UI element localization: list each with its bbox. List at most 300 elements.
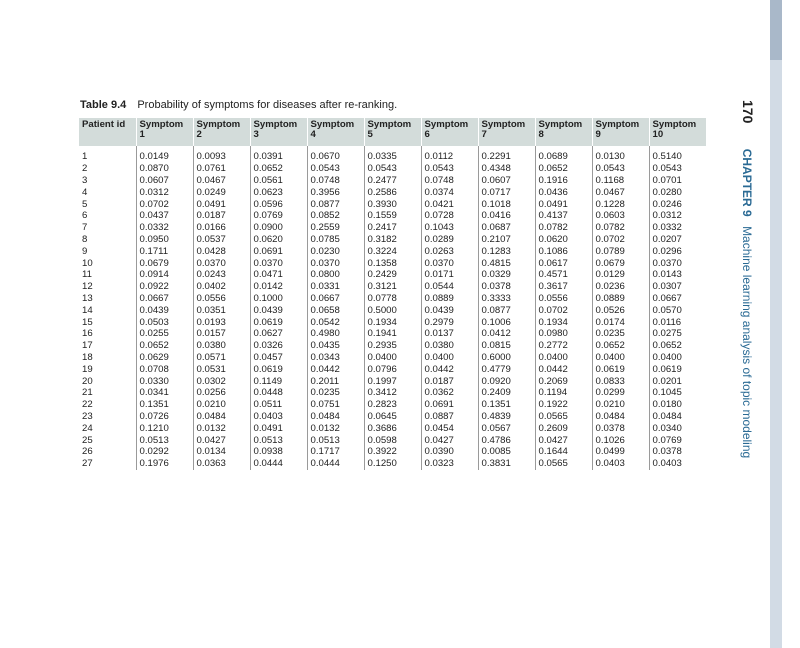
probability-cell: 0.0619 [649, 363, 706, 375]
header-symptom-label: Symptom [481, 119, 526, 130]
probability-cell: 0.0341 [136, 387, 193, 399]
header-symptom-label: Symptom [310, 119, 355, 130]
probability-cell: 0.0444 [250, 458, 307, 470]
probability-cell: 0.0796 [364, 363, 421, 375]
table-row [79, 399, 706, 411]
probability-cell: 0.0132 [193, 422, 250, 434]
patient-id-cell: 6 [82, 210, 88, 222]
table-row [79, 269, 706, 281]
probability-cell: 0.0390 [421, 446, 478, 458]
probability-cell: 0.1168 [592, 175, 649, 187]
probability-cell: 0.1228 [592, 198, 649, 210]
probability-cell: 0.0542 [307, 316, 364, 328]
probability-cell: 0.0454 [421, 422, 478, 434]
probability-cell: 0.2429 [364, 269, 421, 281]
probability-cell: 0.0130 [592, 146, 649, 163]
probability-cell: 0.1045 [649, 387, 706, 399]
probability-cell: 0.2069 [535, 375, 592, 387]
probability-cell: 0.0544 [421, 281, 478, 293]
probability-cell: 0.0280 [649, 186, 706, 198]
probability-cell: 0.0617 [535, 257, 592, 269]
patient-id-cell: 2 [82, 163, 88, 175]
header-symptom-number: 7 [481, 129, 487, 140]
patient-id-cell: 19 [82, 363, 93, 375]
probability-cell: 0.0667 [649, 293, 706, 305]
probability-cell: 0.0289 [421, 234, 478, 246]
probability-cell: 0.0950 [136, 234, 193, 246]
probability-cell: 0.2409 [478, 387, 535, 399]
patient-id-cell: 14 [82, 304, 93, 316]
patient-id-cell: 18 [82, 351, 93, 363]
probability-cell: 0.0132 [307, 422, 364, 434]
probability-cell: 0.1006 [478, 316, 535, 328]
probability-cell: 0.0679 [136, 257, 193, 269]
header-symptom-number: 5 [367, 129, 373, 140]
probability-cell: 0.1644 [535, 446, 592, 458]
probability-cell: 0.0782 [535, 222, 592, 234]
probability-cell: 0.0667 [307, 293, 364, 305]
probability-cell: 0.0815 [478, 340, 535, 352]
probability-cell: 0.0439 [421, 304, 478, 316]
probability-cell: 0.0442 [307, 363, 364, 375]
probability-cell: 0.3412 [364, 387, 421, 399]
header-symptom-label: Symptom [253, 119, 298, 130]
probability-cell: 0.0137 [421, 328, 478, 340]
probability-cell: 0.0448 [250, 387, 307, 399]
patient-id-cell: 21 [82, 387, 93, 399]
probability-cell: 0.3224 [364, 245, 421, 257]
header-symptom-5 [364, 118, 421, 146]
probability-cell: 0.0800 [307, 269, 364, 281]
patient-id-cell: 24 [82, 422, 93, 434]
probability-cell: 0.2477 [364, 175, 421, 187]
probability-cell: 0.3930 [364, 198, 421, 210]
table-row [79, 363, 706, 375]
table-row [79, 293, 706, 305]
probability-cell: 0.0343 [307, 352, 364, 364]
patient-id-cell: 8 [82, 233, 88, 245]
probability-cell: 0.1997 [364, 375, 421, 387]
header-symptom-9 [592, 118, 649, 146]
probability-cell: 0.0620 [535, 234, 592, 246]
header-symptom-label: Symptom [367, 119, 412, 130]
probability-cell: 0.0312 [136, 186, 193, 198]
probability-cell: 0.0331 [307, 281, 364, 293]
header-patient-id: Patient id [79, 118, 136, 146]
table-row [79, 434, 706, 446]
probability-cell: 0.0370 [421, 257, 478, 269]
probability-cell: 0.2107 [478, 234, 535, 246]
patient-id-cell: 9 [82, 245, 88, 257]
probability-cell: 0.0230 [307, 245, 364, 257]
probability-cell: 0.3333 [478, 293, 535, 305]
probability-cell: 0.1026 [592, 434, 649, 446]
probability-cell: 0.0701 [649, 175, 706, 187]
table-row [79, 234, 706, 246]
probability-cell: 0.0249 [193, 186, 250, 198]
probability-cell: 0.0603 [592, 210, 649, 222]
header-symptom-number: 4 [310, 129, 316, 140]
probability-cell: 0.0351 [193, 304, 250, 316]
probability-cell: 0.0702 [592, 234, 649, 246]
probability-cell: 0.0645 [364, 411, 421, 423]
probability-cell: 0.0193 [193, 316, 250, 328]
probability-cell: 0.0403 [592, 458, 649, 470]
probability-cell: 0.0870 [136, 163, 193, 175]
probability-cell: 0.0421 [421, 198, 478, 210]
probability-cell: 0.0427 [535, 434, 592, 446]
probability-cell: 0.0652 [250, 163, 307, 175]
probability-cell: 0.0491 [193, 198, 250, 210]
probability-cell: 0.0484 [649, 411, 706, 423]
chapter-title: Machine learning analysis of topic modeling [740, 226, 754, 459]
probability-cell: 0.0607 [136, 175, 193, 187]
probability-cell: 0.0785 [307, 234, 364, 246]
table-row [79, 163, 706, 175]
probability-cell: 0.0335 [364, 146, 421, 163]
header-symptom-label: Symptom [652, 119, 697, 130]
probability-cell: 0.0511 [250, 399, 307, 411]
table-row [79, 210, 706, 222]
patient-id-cell: 4 [82, 186, 88, 198]
probability-cell: 0.0877 [307, 198, 364, 210]
probability-cell: 0.0201 [649, 375, 706, 387]
probability-cell: 0.0149 [136, 146, 193, 163]
probability-cell: 0.0437 [136, 210, 193, 222]
probability-cell: 0.1043 [421, 222, 478, 234]
probability-cell: 0.2979 [421, 316, 478, 328]
table-row [79, 198, 706, 210]
probability-cell: 0.0093 [193, 146, 250, 163]
page-edge-accent [770, 0, 782, 60]
header-symptom-label: Symptom [595, 119, 640, 130]
probability-cell: 0.0444 [307, 458, 364, 470]
probability-cell: 0.0467 [193, 175, 250, 187]
probability-cell: 0.1250 [364, 458, 421, 470]
probability-cell: 0.2772 [535, 340, 592, 352]
table-row [79, 387, 706, 399]
probability-cell: 0.0565 [535, 458, 592, 470]
header-symptom-label: Symptom [424, 119, 469, 130]
probability-cell: 0.0691 [421, 399, 478, 411]
patient-id-cell: 10 [82, 257, 93, 269]
probability-table [79, 118, 706, 470]
probability-cell: 0.0439 [136, 304, 193, 316]
patient-id-cell: 25 [82, 434, 93, 446]
probability-cell: 0.4980 [307, 328, 364, 340]
page-number: 170 [740, 100, 756, 124]
probability-cell: 0.0708 [136, 363, 193, 375]
header-symptom-number: 8 [538, 129, 544, 140]
probability-cell: 0.0174 [592, 316, 649, 328]
table-caption [80, 99, 397, 111]
probability-cell: 0.0889 [592, 293, 649, 305]
probability-cell: 0.0157 [193, 328, 250, 340]
probability-cell: 0.2417 [364, 222, 421, 234]
probability-cell: 0.0782 [592, 222, 649, 234]
probability-cell: 0.0400 [592, 352, 649, 364]
probability-cell: 0.0689 [535, 146, 592, 163]
probability-cell: 0.0330 [136, 375, 193, 387]
probability-cell: 0.0620 [250, 234, 307, 246]
probability-cell: 0.6000 [478, 352, 535, 364]
probability-cell: 0.3956 [307, 186, 364, 198]
patient-id-cell: 22 [82, 399, 93, 411]
probability-cell: 0.0627 [250, 328, 307, 340]
probability-cell: 0.4786 [478, 434, 535, 446]
probability-cell: 0.0543 [592, 163, 649, 175]
probability-cell: 0.0938 [250, 446, 307, 458]
probability-cell: 0.0471 [250, 269, 307, 281]
probability-cell: 0.3182 [364, 234, 421, 246]
probability-cell: 0.2291 [478, 146, 535, 163]
probability-cell: 0.4348 [478, 163, 535, 175]
probability-cell: 0.0400 [649, 352, 706, 364]
probability-cell: 0.0607 [478, 175, 535, 187]
probability-cell: 0.0484 [307, 411, 364, 423]
probability-cell: 0.0370 [649, 257, 706, 269]
probability-cell: 0.0484 [592, 411, 649, 423]
probability-cell: 0.0726 [136, 411, 193, 423]
probability-cell: 0.0112 [421, 146, 478, 163]
probability-cell: 0.0652 [649, 340, 706, 352]
probability-cell: 0.0326 [250, 340, 307, 352]
table-row [79, 352, 706, 364]
probability-cell: 0.0561 [250, 175, 307, 187]
table-row [79, 446, 706, 458]
probability-cell: 0.0370 [307, 257, 364, 269]
probability-cell: 0.0416 [478, 210, 535, 222]
probability-cell: 0.0435 [307, 340, 364, 352]
table-row [79, 186, 706, 198]
table-row [79, 245, 706, 257]
probability-cell: 0.0623 [250, 186, 307, 198]
probability-cell: 0.0256 [193, 387, 250, 399]
probability-cell: 0.0391 [250, 146, 307, 163]
probability-cell: 0.1711 [136, 245, 193, 257]
probability-cell: 0.0400 [535, 352, 592, 364]
probability-cell: 0.0667 [136, 293, 193, 305]
probability-cell: 0.0362 [421, 387, 478, 399]
probability-cell: 0.1351 [478, 399, 535, 411]
patient-id-cell: 7 [82, 222, 88, 234]
probability-cell: 0.0427 [421, 434, 478, 446]
probability-cell: 0.0543 [364, 163, 421, 175]
probability-cell: 0.0556 [535, 293, 592, 305]
probability-cell: 0.1717 [307, 446, 364, 458]
probability-cell: 0.0565 [535, 411, 592, 423]
table-row [79, 281, 706, 293]
probability-cell: 0.0570 [649, 304, 706, 316]
probability-cell: 0.0442 [535, 363, 592, 375]
patient-id-cell: 26 [82, 446, 93, 458]
probability-cell: 0.0467 [592, 186, 649, 198]
probability-cell: 0.0751 [307, 399, 364, 411]
probability-cell: 0.0652 [136, 340, 193, 352]
table-row [79, 175, 706, 187]
probability-cell: 0.0531 [193, 363, 250, 375]
probability-cell: 0.0877 [478, 304, 535, 316]
probability-cell: 0.2823 [364, 399, 421, 411]
probability-cell: 0.0789 [592, 245, 649, 257]
probability-cell: 0.0332 [649, 222, 706, 234]
table-row [79, 340, 706, 352]
probability-cell: 0.0629 [136, 352, 193, 364]
probability-cell: 0.0400 [364, 352, 421, 364]
probability-cell: 0.0658 [307, 304, 364, 316]
probability-cell: 0.1934 [364, 316, 421, 328]
probability-cell: 0.0307 [649, 281, 706, 293]
probability-cell: 0.0299 [592, 387, 649, 399]
table-row [79, 411, 706, 423]
probability-cell: 0.0323 [421, 458, 478, 470]
probability-cell: 0.0670 [307, 146, 364, 163]
header-symptom-4 [307, 118, 364, 146]
probability-cell: 0.0134 [193, 446, 250, 458]
table-title: Probability of symptoms for diseases after re-ranking. [137, 99, 398, 111]
probability-cell: 0.0457 [250, 352, 307, 364]
patient-id-cell: 13 [82, 292, 93, 304]
patient-id-cell: 27 [82, 458, 93, 470]
header-symptom-number: 9 [595, 129, 601, 140]
probability-cell: 0.4571 [535, 269, 592, 281]
probability-cell: 0.3686 [364, 422, 421, 434]
header-symptom-label: Symptom [538, 119, 583, 130]
probability-cell: 0.0263 [421, 245, 478, 257]
probability-cell: 0.0380 [193, 340, 250, 352]
probability-cell: 0.1018 [478, 198, 535, 210]
probability-cell: 0.0142 [250, 281, 307, 293]
probability-cell: 0.0166 [193, 222, 250, 234]
header-symptom-7 [478, 118, 535, 146]
header-symptom-8 [535, 118, 592, 146]
probability-cell: 0.2011 [307, 375, 364, 387]
probability-cell: 0.0543 [307, 163, 364, 175]
probability-cell: 0.4779 [478, 363, 535, 375]
probability-cell: 0.1086 [535, 245, 592, 257]
probability-cell: 0.4137 [535, 210, 592, 222]
probability-cell: 0.1351 [136, 399, 193, 411]
probability-cell: 0.0235 [307, 387, 364, 399]
probability-cell: 0.0556 [193, 293, 250, 305]
patient-id-cell: 5 [82, 198, 88, 210]
probability-cell: 0.0526 [592, 304, 649, 316]
patient-id-cell: 1 [82, 151, 88, 163]
probability-cell: 0.0412 [478, 328, 535, 340]
header-symptom-6 [421, 118, 478, 146]
probability-cell: 0.5000 [364, 304, 421, 316]
probability-cell: 0.0378 [649, 446, 706, 458]
probability-cell: 0.0439 [250, 304, 307, 316]
probability-cell: 0.2559 [307, 222, 364, 234]
probability-cell: 0.0852 [307, 210, 364, 222]
probability-cell: 0.0180 [649, 399, 706, 411]
probability-cell: 0.0652 [535, 163, 592, 175]
header-symptom-1 [136, 118, 193, 146]
probability-cell: 0.0513 [307, 434, 364, 446]
probability-cell: 0.0769 [649, 434, 706, 446]
patient-id-cell: 12 [82, 281, 93, 293]
table-row [79, 222, 706, 234]
probability-cell: 0.0400 [421, 352, 478, 364]
page-edge-bar [770, 0, 782, 648]
table-header-row [79, 118, 706, 146]
probability-cell: 0.1941 [364, 328, 421, 340]
header-symptom-number: 1 [139, 129, 145, 140]
header-symptom-10 [649, 118, 706, 146]
probability-cell: 0.3831 [478, 458, 535, 470]
table-row [79, 304, 706, 316]
probability-cell: 0.0302 [193, 375, 250, 387]
probability-cell: 0.0687 [478, 222, 535, 234]
probability-cell: 0.0402 [193, 281, 250, 293]
probability-cell: 0.0210 [592, 399, 649, 411]
patient-id-cell: 16 [82, 328, 93, 340]
probability-cell: 0.0748 [421, 175, 478, 187]
probability-cell: 0.4839 [478, 411, 535, 423]
probability-cell: 0.0761 [193, 163, 250, 175]
patient-id-cell: 23 [82, 410, 93, 422]
probability-cell: 0.4815 [478, 257, 535, 269]
probability-cell: 0.0728 [421, 210, 478, 222]
probability-cell: 0.0567 [478, 422, 535, 434]
probability-cell: 0.0187 [421, 375, 478, 387]
probability-cell: 0.1358 [364, 257, 421, 269]
probability-cell: 0.0887 [421, 411, 478, 423]
probability-cell: 0.0210 [193, 399, 250, 411]
probability-cell: 0.0702 [535, 304, 592, 316]
probability-cell: 0.0243 [193, 269, 250, 281]
probability-cell: 0.0833 [592, 375, 649, 387]
table-row [79, 375, 706, 387]
probability-cell: 0.0255 [136, 328, 193, 340]
probability-cell: 0.0571 [193, 352, 250, 364]
probability-cell: 0.1559 [364, 210, 421, 222]
chapter-label: CHAPTER 9 [740, 148, 754, 217]
probability-cell: 0.0246 [649, 198, 706, 210]
probability-cell: 0.1210 [136, 422, 193, 434]
probability-cell: 0.0378 [478, 281, 535, 293]
probability-cell: 0.0596 [250, 198, 307, 210]
probability-cell: 0.0914 [136, 269, 193, 281]
probability-cell: 0.0171 [421, 269, 478, 281]
probability-cell: 0.1000 [250, 293, 307, 305]
probability-cell: 0.0116 [649, 316, 706, 328]
probability-cell: 0.0187 [193, 210, 250, 222]
table-label: Table 9.4 [80, 99, 127, 111]
probability-cell: 0.0236 [592, 281, 649, 293]
table-row [79, 422, 706, 434]
probability-cell: 0.5140 [649, 146, 706, 163]
probability-cell: 0.0442 [421, 363, 478, 375]
probability-cell: 0.0513 [136, 434, 193, 446]
probability-cell: 0.0428 [193, 245, 250, 257]
probability-cell: 0.0329 [478, 269, 535, 281]
probability-cell: 0.2586 [364, 186, 421, 198]
header-symptom-2 [193, 118, 250, 146]
probability-cell: 0.0436 [535, 186, 592, 198]
patient-id-cell: 20 [82, 375, 93, 387]
probability-cell: 0.0980 [535, 328, 592, 340]
probability-cell: 0.0340 [649, 422, 706, 434]
probability-cell: 0.0143 [649, 269, 706, 281]
probability-cell: 0.0717 [478, 186, 535, 198]
probability-cell: 0.0748 [307, 175, 364, 187]
probability-cell: 0.0292 [136, 446, 193, 458]
probability-cell: 0.0380 [421, 340, 478, 352]
probability-cell: 0.0543 [649, 163, 706, 175]
probability-cell: 0.0312 [649, 210, 706, 222]
